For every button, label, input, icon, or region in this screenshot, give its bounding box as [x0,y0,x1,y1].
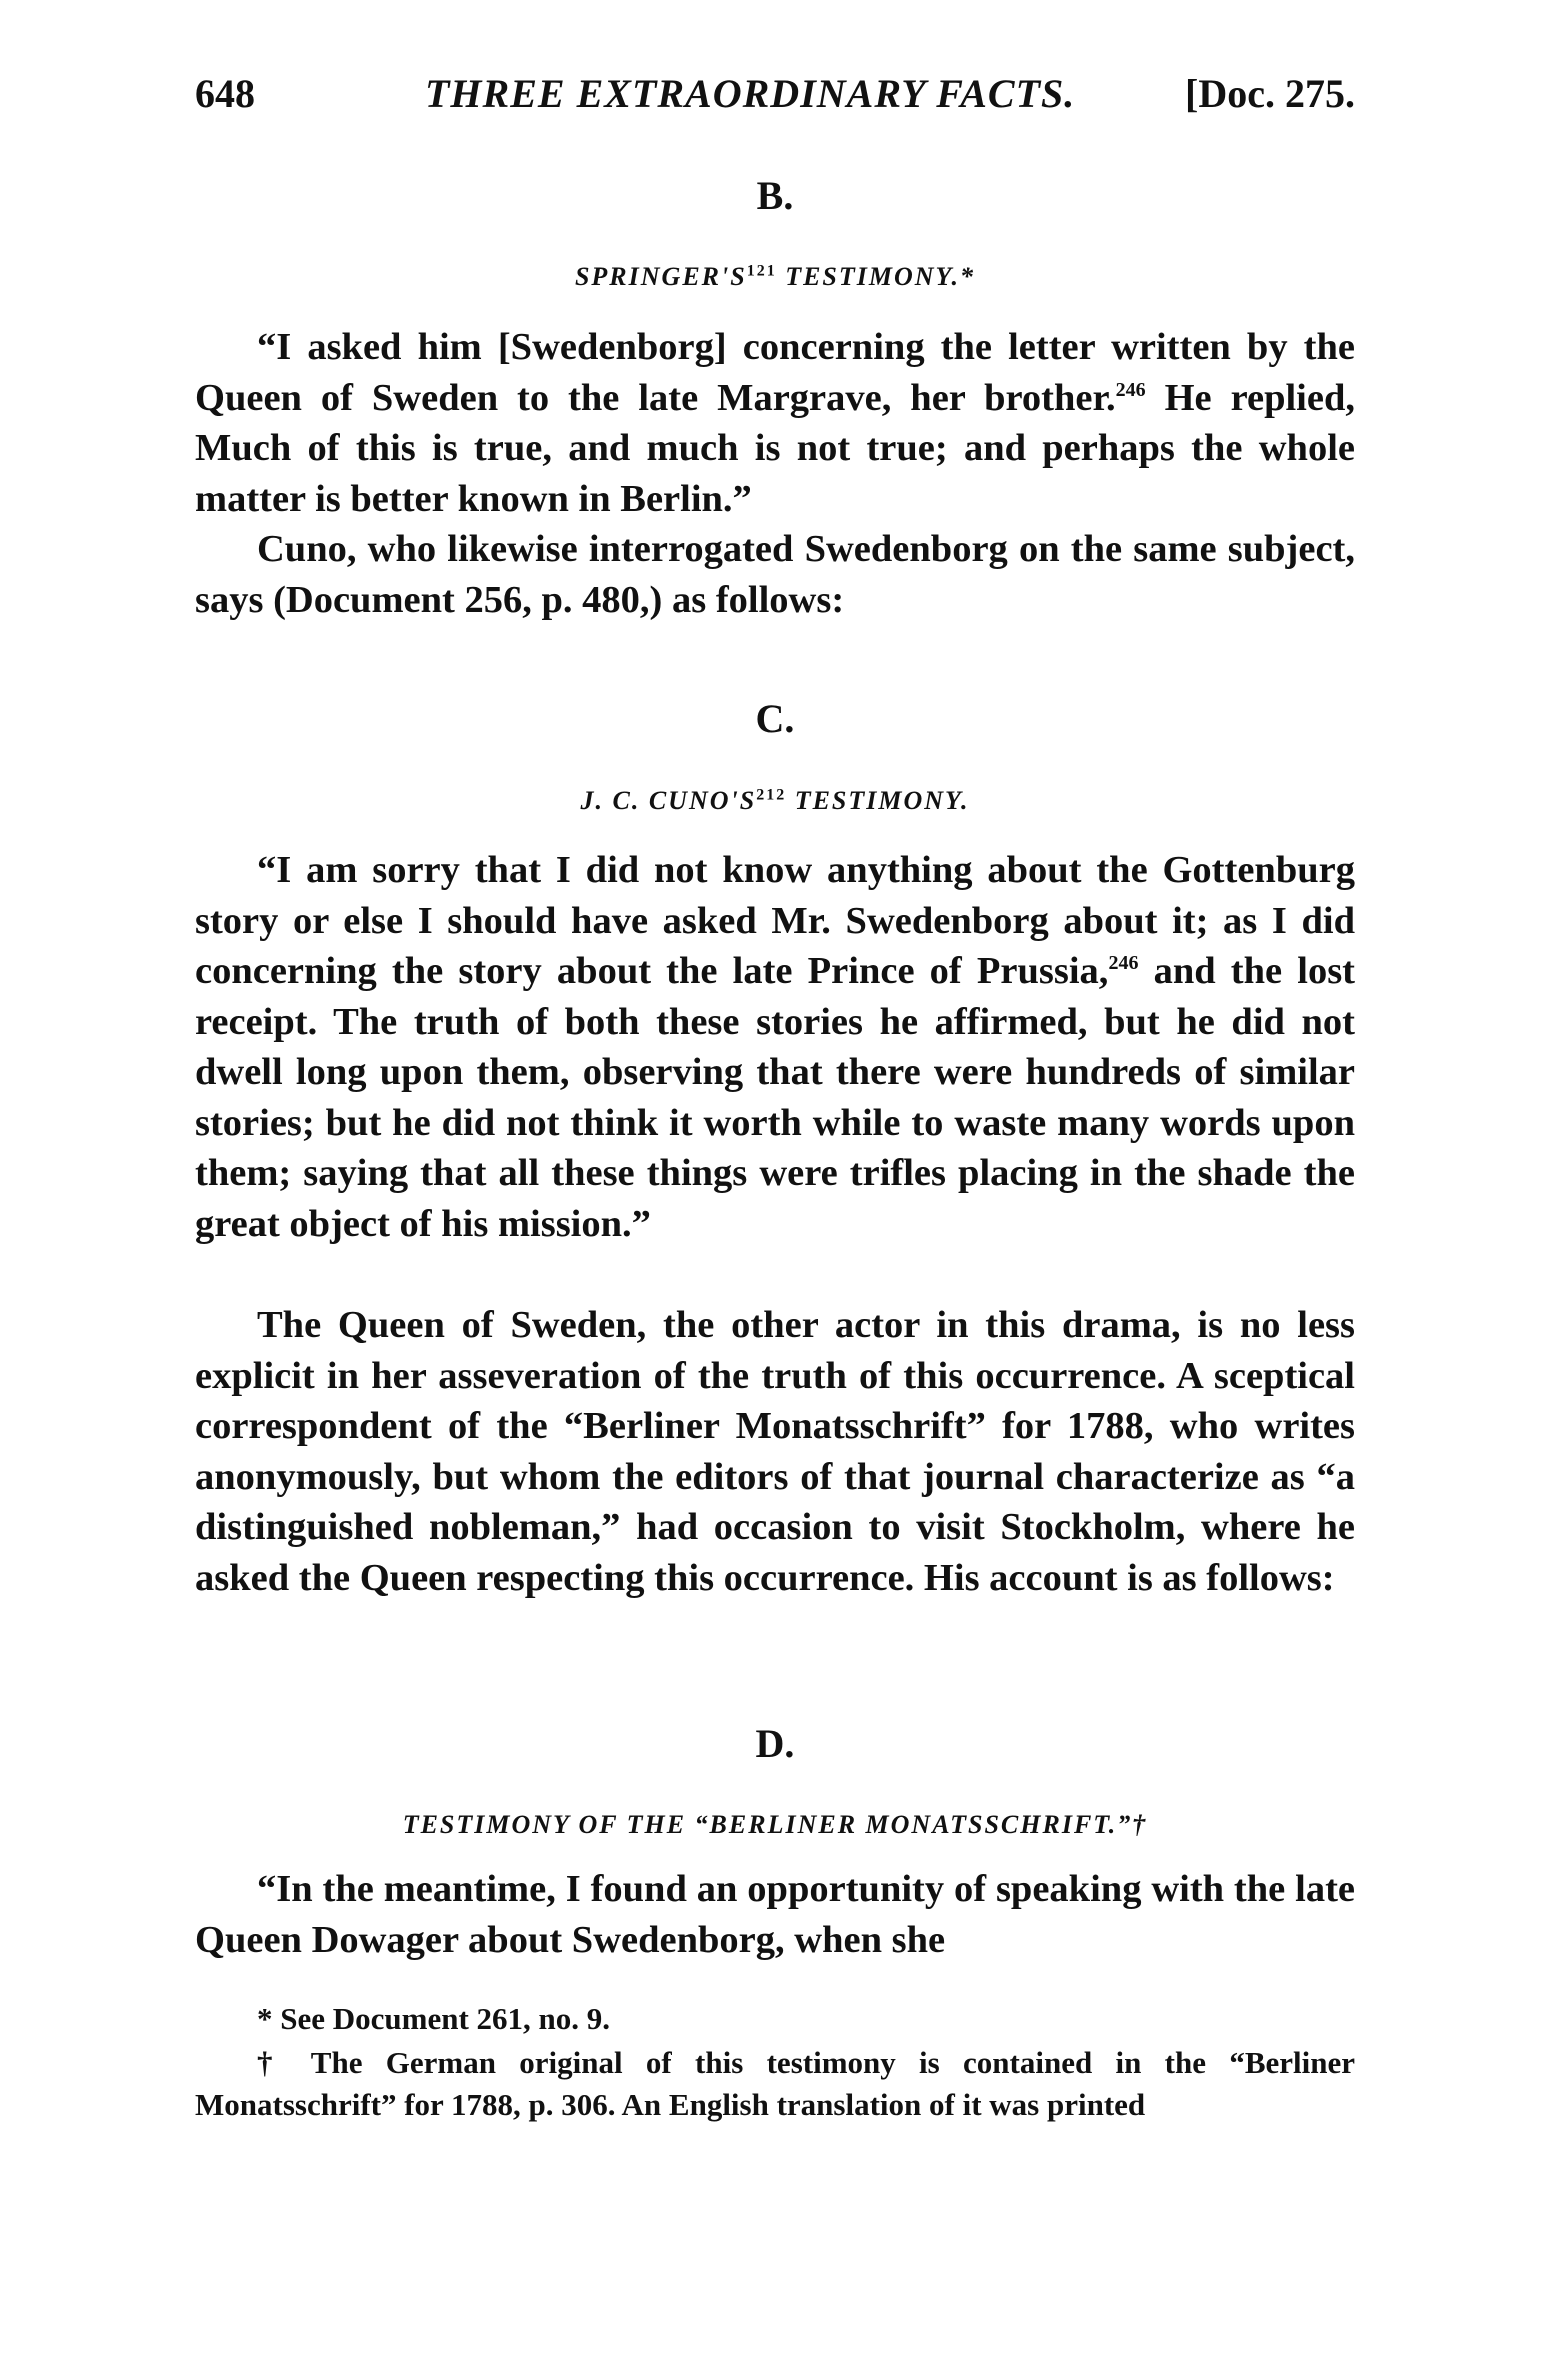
running-title: THREE EXTRAORDINARY FACTS. [425,71,1076,116]
paragraph-springer-quote: “I asked him [Swedenborg] concerning the letter written by the Queen of Sweden to the late Margrave, her brother.$^{246}$ He replied, Much of this is true, and much is not true; and perhaps the whole matter is better known in Berlin.” [195,326,1355,520]
paragraph-queen-account: The Queen of Sweden, the other actor in this drama, is no less explicit in her asseveration of the truth of this occurrence. A sceptical correspondent of the “Berliner Monatsschrift” for 1788, who writes anonymously, but whom the editors of that journal characterize as “a distinguished nobleman,” had occasion to visit Stockholm, where he asked the Queen respecting this occurrence. His account is as follows: [195,1304,1355,1599]
paragraph-cuno-intro: Cuno, who likewise interrogated Swedenborg on the same subject, says (Document 256, p. 480,) as follows: [195,528,1355,621]
paragraph-cuno-quote: “I am sorry that I did not know anything about the Gottenburg story or else I should have asked Mr. Swedenborg about it; as I did concerning the story about the late Prince of Prussia,$^{246}$ and the lost receipt. The truth of both these stories he affirmed, but he did not dwell long upon them, observing that there were hundreds of similar stories; but he did not think it worth while to waste many words upon them; saying that all these things were trifles placing in the shade the great object of his mission.” [195,849,1355,1245]
page-header [195,70,1355,130]
section-heading-c: J. C. $CUNO'S^{212}$ TESTIMONY. [580,786,970,815]
footnote-dagger: † The German original of this testimony is contained in the “Berliner Monatsschrift” for 1788, p. 306. An English translation of it was printed [195,2045,1355,2122]
section-heading-b: $SPRINGER'S^{121}$ TESTIMONY.* [574,262,976,291]
section-letter-d: D. [755,1721,795,1766]
section-letter-c: C. [755,696,795,741]
footnote-asterisk: * See Document 261, no. 9. [257,2001,611,2036]
document-reference: [Doc. 275. [1185,71,1355,116]
section-letter-b: B. [756,173,794,218]
paragraph-berliner-quote: “In the meantime, I found an opportunity of speaking with the late Queen Dowager about Swedenborg, when she [195,1868,1355,1961]
page-number: 648 [195,71,255,116]
section-heading-d: TESTIMONY OF THE “BERLINER MONATSSCHRIFT.”† [402,1810,1148,1839]
